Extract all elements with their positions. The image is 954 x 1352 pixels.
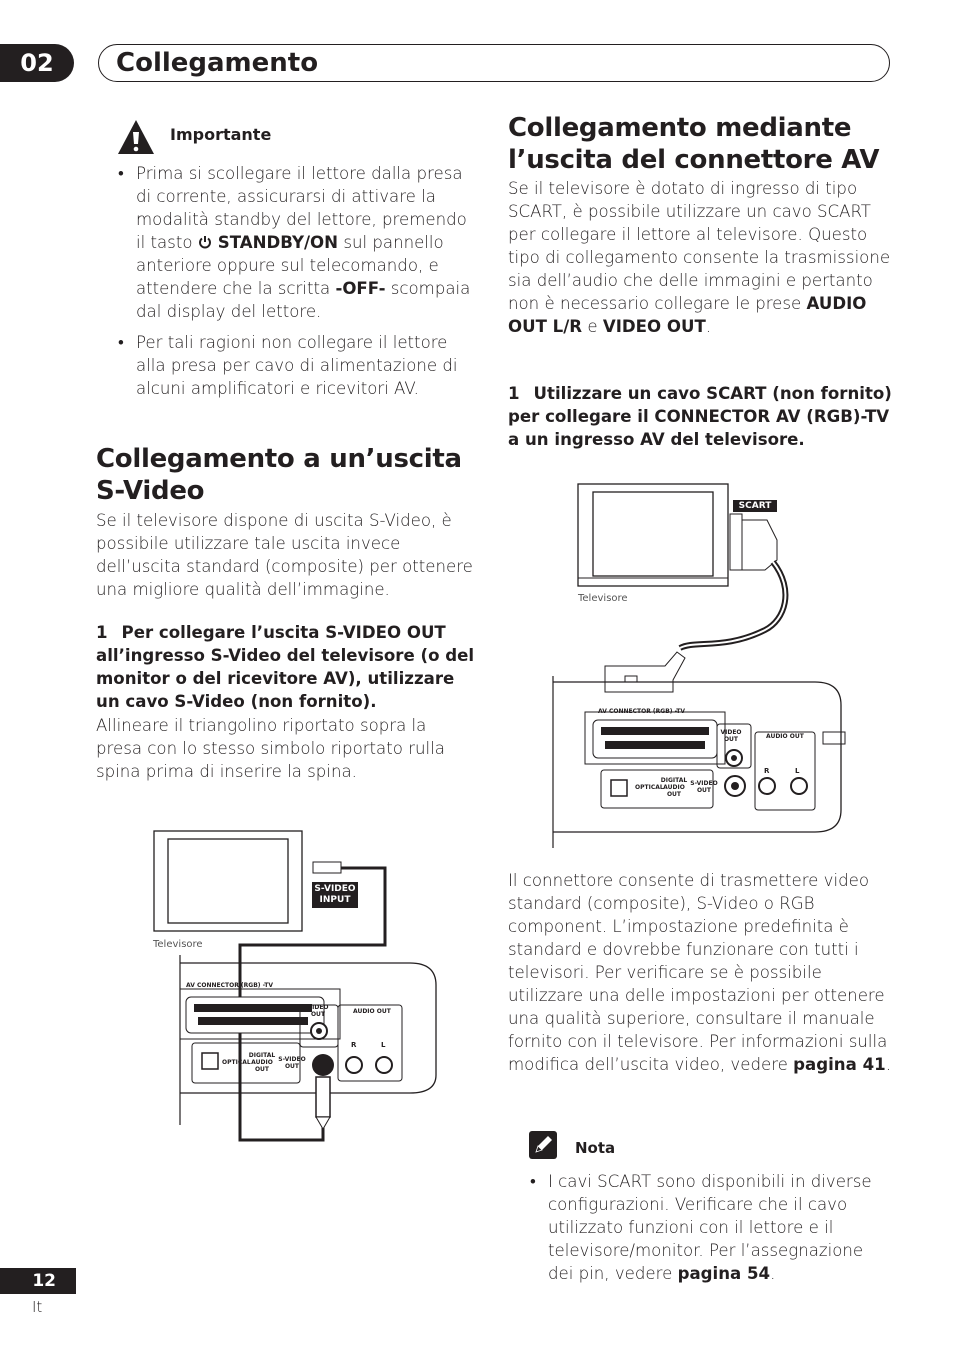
av-heading: Collegamento mediante l’uscita del connettore AV (508, 113, 880, 175)
scart-l-label: L (795, 767, 800, 775)
svideo-av-connector-label: AV CONNECTOR (RGB) -TV (186, 982, 273, 989)
svideo-video-out-label: VIDEO OUT (307, 1004, 329, 1018)
intro-text: . (705, 317, 712, 336)
warning-icon (116, 118, 156, 156)
paragraph-text: . (885, 1055, 891, 1074)
svideo-audio-out-label: AUDIO OUT (353, 1008, 391, 1015)
important-bullet-1 (116, 162, 476, 323)
svideo-digital-audio-label: DIGITAL AUDIO OUT (248, 1052, 276, 1073)
paragraph-text: Il connettore consente di trasmettere video standard (composite), S-Video o RGB component. L’impostazione predefinita è standard e dovrebbe funzionare con tutti i televisori. Per verificare se è possibile utilizzare una delle impostazioni per ottenere una qualità superiore, consultare il manuale fornito con il televisore. Per informazioni sulla modifica dell’uscita video, vedere (508, 871, 888, 1074)
scart-svideo-out-label: S-VIDEO OUT (690, 780, 718, 794)
important-title: Importante (170, 125, 272, 144)
standby-key: STANDBY/ON (217, 233, 339, 252)
svideo-step-note: Allineare il triangolino riportato sopra la presa con lo stesso simbolo riportato rulla spina prima di inserire la spina. (96, 716, 445, 781)
note-list (528, 1170, 888, 1285)
svideo-intro: Se il televisore dispone di uscita S-Video, è possibile utilizzare tale uscita invece dell’uscita standard (composite) per ottenere una migliore qualità dell’immagine. (96, 511, 473, 599)
page-title: Collegamento (116, 48, 319, 78)
svideo-l-label: L (381, 1041, 386, 1049)
scart-label: SCART (733, 500, 777, 512)
off-display: -OFF- (335, 279, 386, 298)
intro-text: Se il televisore è dotato di ingresso di tipo SCART, è possibile utilizzare un cavo SCART per collegare il lettore al televisore. Questo tipo di collegamento consente la trasmissione sia dell’audio che delle immagini e pertanto non è necessario collegare le prese (508, 179, 891, 313)
audio-out-lr: AUDIO OUT L/R (508, 294, 867, 336)
svideo-svideo-out-label: S-VIDEO OUT (278, 1056, 306, 1070)
page-ref-54: pagina 54 (677, 1264, 771, 1283)
note-bullet (528, 1170, 888, 1285)
scart-tv-label: Televisore (578, 593, 628, 604)
page-number: 12 (0, 1268, 76, 1294)
step-text: Per collegare l’uscita S-VIDEO OUT all’ingresso S-Video del televisore (o del monitor o del ricevitore AV), utilizzare un cavo S-Video (non fornito). (96, 623, 475, 711)
svideo-input-label: S-VIDEO INPUT (312, 882, 358, 908)
important-bullet-2 (116, 331, 476, 400)
bullet-text: Per tali ragioni non collegare il lettore alla presa per cavo di alimentazione di alcuni amplificatori e ricevitori AV. (136, 333, 458, 398)
bullet-text: sul pannello anteriore oppure sul telecomando, e attendere che la scritta (136, 233, 444, 298)
bullet-text: Prima si scollegare il lettore dalla presa di corrente, assicurarsi di attivare la modalità standby del lettore, premendo il tasto (136, 164, 467, 252)
av-paragraph (508, 869, 892, 1076)
video-out: VIDEO OUT (602, 317, 706, 336)
svideo-optical-label: OPTICAL (222, 1059, 251, 1066)
intro-text: e (582, 317, 603, 336)
power-icon (198, 232, 212, 246)
bullet-text: scompaia dal display del lettore. (136, 279, 471, 321)
scart-r-label: R (764, 767, 770, 775)
scart-audio-out-label: AUDIO OUT (766, 733, 804, 740)
important-list (116, 162, 476, 400)
scart-av-connector-label: AV CONNECTOR (RGB) -TV (598, 708, 685, 715)
page-ref-41: pagina 41 (793, 1055, 886, 1074)
svideo-diagram (140, 825, 440, 1147)
step-text: Utilizzare un cavo SCART (non fornito) per collegare il CONNECTOR AV (RGB)-TV a un ingresso AV del televisore. (508, 384, 892, 449)
step-number: 1 (96, 623, 108, 642)
svideo-tv-label: Televisore (153, 939, 203, 950)
scart-video-out-label: VIDEO OUT (720, 729, 742, 743)
note-text: I cavi SCART sono disponibili in diverse configurazioni. Verificare che il cavo utilizzato funzioni con il lettore e il televisore/monitor. Per l’assegnazione dei pin, vedere (548, 1172, 872, 1283)
note-title: Nota (575, 1139, 616, 1157)
scart-optical-label: OPTICAL (635, 784, 664, 791)
language-code: It (32, 1298, 43, 1316)
step-number: 1 (508, 384, 520, 403)
chapter-number: 02 (0, 44, 74, 82)
note-text: . (770, 1264, 776, 1283)
svideo-r-label: R (351, 1041, 357, 1049)
av-step (508, 382, 892, 451)
scart-digital-audio-label: DIGITAL AUDIO OUT (660, 777, 688, 798)
svideo-step (96, 621, 478, 713)
av-intro (508, 177, 892, 338)
note-icon (528, 1130, 558, 1160)
svideo-heading: Collegamento a un’uscita S-Video (96, 444, 462, 506)
